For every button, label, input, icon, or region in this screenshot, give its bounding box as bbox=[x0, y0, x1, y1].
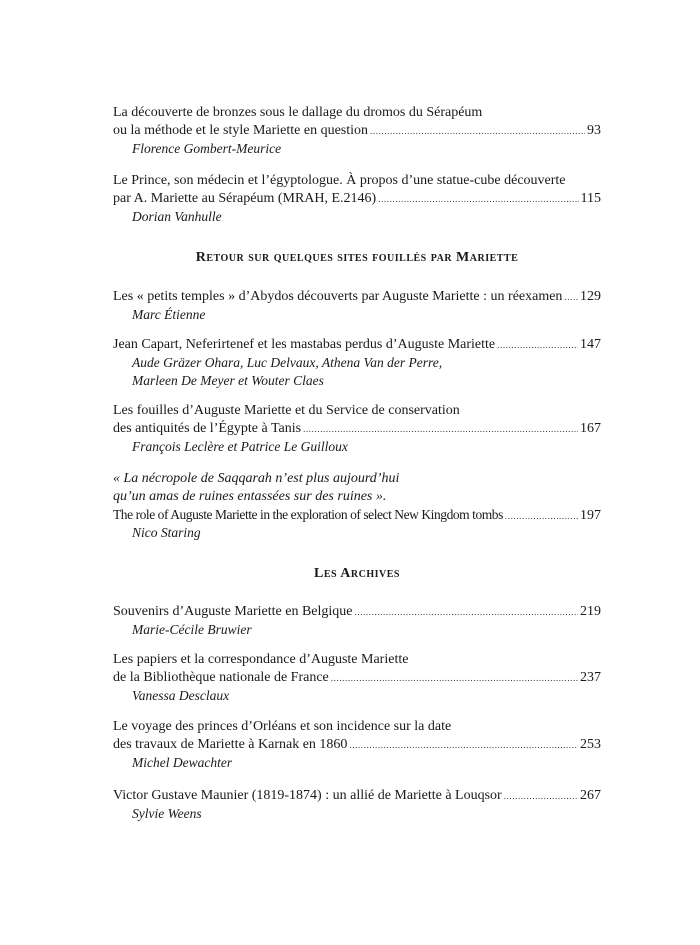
page-number: 253 bbox=[580, 737, 601, 752]
section-heading: Retour sur quelques sites fouillés par Mariette bbox=[195, 250, 519, 265]
dot-leader bbox=[355, 603, 578, 621]
entry-leader-line bbox=[113, 506, 601, 525]
entry-author: Florence Gombert-Meurice bbox=[132, 141, 282, 156]
entry-title-line: de la Bibliothèque nationale de France bbox=[113, 670, 329, 685]
entry-leader-line bbox=[113, 736, 601, 754]
dot-leader bbox=[564, 288, 578, 306]
entry-leader-line bbox=[113, 122, 601, 140]
entry-author: Nico Staring bbox=[132, 525, 201, 540]
page-number: 237 bbox=[580, 670, 601, 685]
entry-author: Marc Étienne bbox=[132, 307, 206, 322]
entry-title-line: ou la méthode et le style Mariette en question bbox=[113, 123, 369, 138]
entry-leader-line bbox=[113, 190, 601, 208]
dot-leader bbox=[504, 787, 578, 805]
entry-author: Michel Dewachter bbox=[132, 755, 233, 770]
entry-title-line: Le voyage des princes d’Orléans et son incidence sur la date bbox=[113, 719, 452, 734]
entry-author: Dorian Vanhulle bbox=[132, 209, 222, 224]
entry-title-line: Les papiers et la correspondance d’Auguste Mariette bbox=[113, 652, 409, 667]
entry-title-line: Souvenirs d’Auguste Mariette en Belgique bbox=[113, 604, 353, 619]
entry-title-line: Jean Capart, Neferirtenef et les mastabas perdus d’Auguste Mariette bbox=[113, 337, 496, 352]
entry-author: Sylvie Weens bbox=[132, 806, 202, 821]
dot-leader bbox=[378, 190, 578, 208]
page-number: 129 bbox=[580, 289, 601, 304]
entry-title-line: Les fouilles d’Auguste Mariette et du Service de conservation bbox=[113, 403, 460, 418]
dot-leader bbox=[331, 669, 578, 687]
dot-leader bbox=[497, 336, 578, 354]
page-number: 167 bbox=[580, 421, 601, 436]
dot-leader bbox=[303, 420, 578, 438]
entry-leader-line bbox=[113, 603, 601, 621]
entry-leader-line bbox=[113, 669, 601, 687]
entry-leader-line bbox=[113, 787, 601, 805]
entry-leader-line bbox=[113, 288, 601, 306]
entry-title-line: Le Prince, son médecin et l’égyptologue. À propos d’une statue-cube découverte bbox=[113, 173, 566, 188]
entry-leader-line bbox=[113, 420, 601, 438]
entry-title-line: La découverte de bronzes sous le dallage du dromos du Sérapéum bbox=[113, 105, 483, 120]
entry-title-line: par A. Mariette au Sérapéum (MRAH, E.2146) bbox=[113, 191, 377, 206]
page-number: 115 bbox=[580, 191, 601, 206]
entry-title-line: des travaux de Mariette à Karnak en 1860 bbox=[113, 737, 348, 752]
entry-author: Aude Gräzer Ohara, Luc Delvaux, Athena Van der Perre, bbox=[132, 355, 443, 370]
entry-author: Marleen De Meyer et Wouter Claes bbox=[132, 373, 324, 388]
entry-author: Marie-Cécile Bruwier bbox=[132, 622, 252, 637]
entry-author: François Leclère et Patrice Le Guilloux bbox=[132, 439, 348, 454]
dot-leader bbox=[370, 122, 585, 140]
entry-title-line: Victor Gustave Maunier (1819-1874) : un allié de Mariette à Louqsor bbox=[113, 788, 502, 803]
page-number: 267 bbox=[580, 788, 601, 803]
entry-quote-line: « La nécropole de Saqqarah n’est plus aujourd’hui bbox=[113, 471, 400, 486]
entry-leader-line bbox=[113, 336, 601, 354]
section-heading: Les Archives bbox=[314, 566, 400, 581]
page-number: 219 bbox=[580, 604, 601, 619]
page-number: 93 bbox=[587, 123, 601, 138]
entry-quote-line: qu’un amas de ruines entassées sur des ruines ». bbox=[113, 489, 387, 504]
entry-title-line: Les « petits temples » d’Abydos découverts par Auguste Mariette : un réexamen bbox=[113, 289, 563, 304]
entry-title-line: The role of Auguste Mariette in the exploration of select New Kingdom tombs bbox=[113, 507, 503, 522]
page-number: 147 bbox=[580, 337, 601, 352]
page-number: 197 bbox=[580, 508, 601, 523]
entry-title-line: des antiquités de l’Égypte à Tanis bbox=[113, 421, 302, 436]
entry-author: Vanessa Desclaux bbox=[132, 688, 230, 703]
dot-leader bbox=[505, 507, 578, 525]
dot-leader bbox=[349, 736, 578, 754]
